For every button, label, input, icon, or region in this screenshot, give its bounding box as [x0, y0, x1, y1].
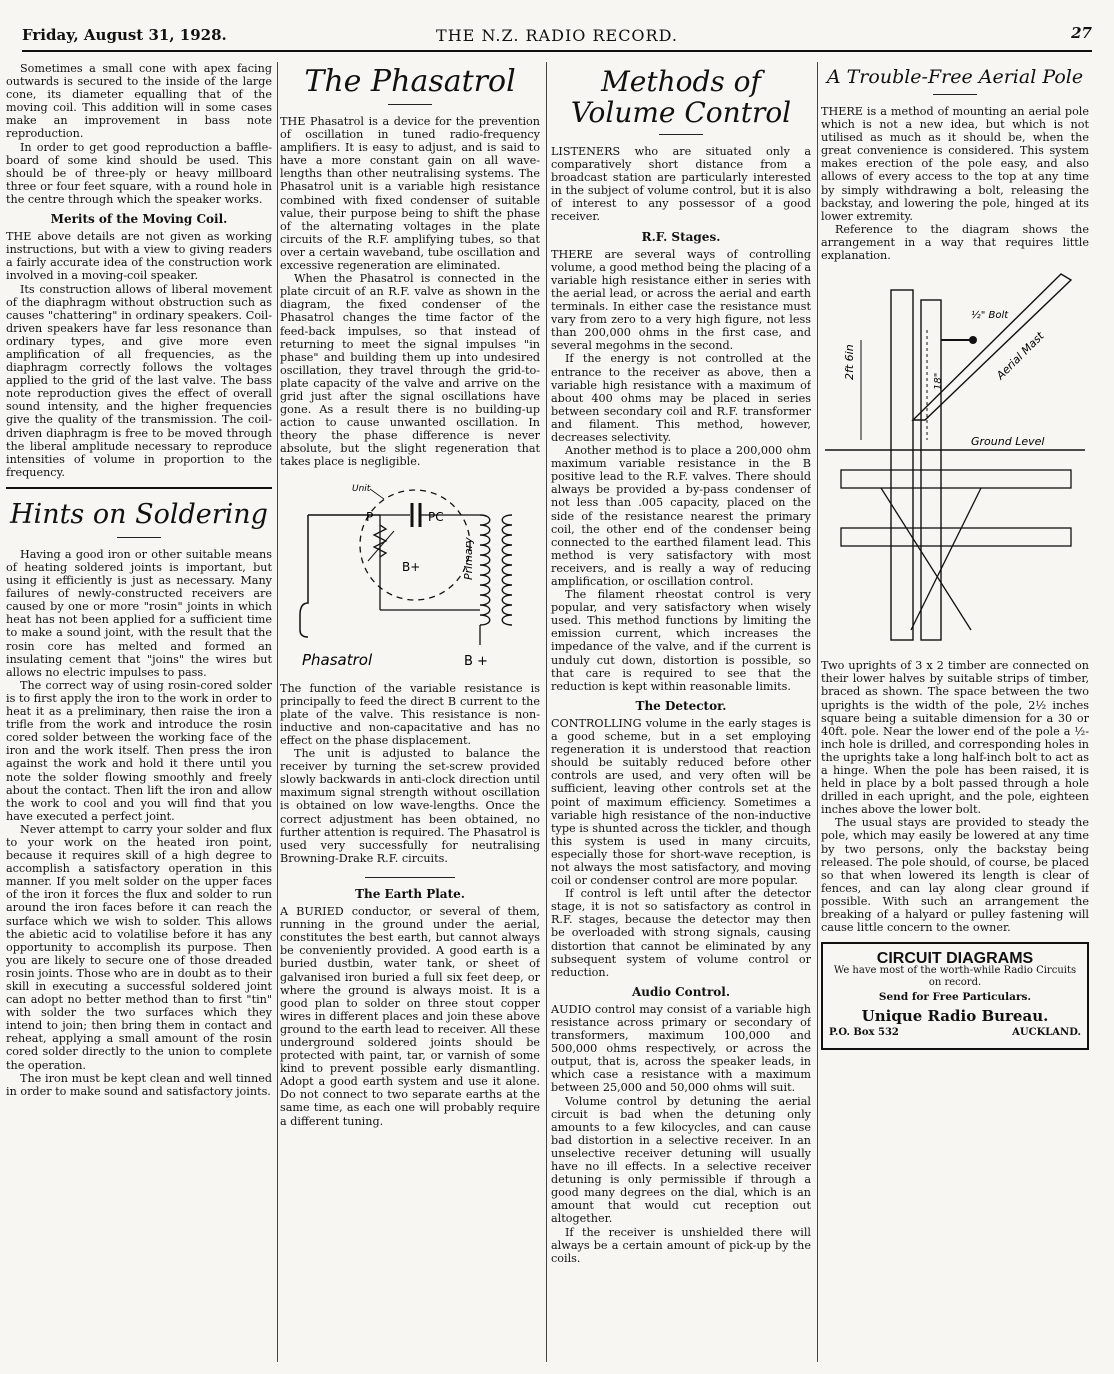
page-header — [22, 26, 1092, 48]
dimension-label: 18" — [933, 372, 944, 391]
circuit-wire — [300, 515, 308, 637]
ad-address — [829, 1026, 1081, 1039]
title-rule — [117, 537, 161, 538]
aerial-mast — [913, 274, 1071, 420]
dimension-label: 2ft 6in — [843, 344, 856, 381]
phasatrol-unit-outline — [360, 490, 470, 600]
publication-title: THE N.Z. RADIO RECORD. — [436, 26, 678, 45]
paragraph: AUDIO control may consist of a variable high resistance across primary or secondary of transformers, maximum 100,000 and 500,000 ohms respectively, or across the output, that is, across the speaker leads, in which case a resistance with a maximum between 25,000 and 50,000 ohms will suit. — [551, 1002, 811, 1095]
page-number: 27 — [1071, 24, 1092, 42]
paragraph: If the receiver is unshielded there will always be a certain amount of pick-up by the coils. — [551, 1225, 811, 1265]
paragraph: The usual stays are provided to steady the pole, which may easily be lowered at any time by two persons, only the backstay being released. The pole should, of course, be placed so that when lowered its length is clear of fences, and can lay along clear ground if possible. With such an arrangement the breaking of a halyard or pulley fastening will cause little concern to the owner. — [821, 816, 1089, 935]
section-rule — [365, 877, 455, 878]
section-rule — [6, 487, 272, 489]
paragraph: The function of the variable resistance is principally to feed the direct B current to the plate of the valve. This resistance is non-inductive and non-capacitative and has no effect on the phase displacement. — [280, 681, 540, 747]
ad-text: We have most of the worth-while Radio Circuits on record. — [833, 965, 1077, 989]
article-title: A Trouble-Free Aerial Pole — [826, 66, 1084, 88]
ad-pobox: P.O. Box 532 — [829, 1027, 899, 1039]
diagonal-brace — [881, 488, 971, 630]
paragraph: Volume control by detuning the aerial circuit is bad when the detuning only amounts to a few kilocycles, and can cause bad distortion in a selective receiver. In an unselective receiver detuning will usually have no ill effects. In a selective receiver detuning is only permissible if through a good many degrees on the dial, which is an amount that would cut reception out altogether. — [551, 1094, 811, 1226]
ad-company: Unique Radio Bureau. — [861, 1007, 1049, 1026]
column-4 — [821, 62, 1089, 1370]
paragraph: THE Phasatrol is a device for the prevention of oscillation in tuned radio-frequency amplifiers. It is easy to adjust, and is said to have a more constant gain on all wave-lengths than other neutralising systems. The Phasatrol unit is a variable high resistance combined with fixed condenser of suitable value, their purpose being to shift the phase of the alternating voltages in the plate circuits of the R.F. amplifying tubes, so that over a certain waveband, tube oscillation and excessive regeneration are eliminated. — [280, 115, 540, 273]
paragraph: THE above details are not given as working instructions, but with a view to giving readers a fairly accurate idea of the construction work involved in a moving-coil speaker. — [6, 230, 272, 283]
mast-label: Aerial Mast — [993, 329, 1047, 383]
secondary-coil — [502, 515, 512, 625]
column-2 — [280, 62, 540, 1370]
paragraph: Having a good iron or other suitable means of heating soldered joints is important, but using it efficiently is just as necessary. Many failures of newly-constructed receivers are caused by one or more "rosin" joints in which heat has not been applied for a sufficient time to make a sound joint, with the result that the rosin core has melted and formed an insulating cement that "joins" the wires but allows no electric impulses to pass. — [6, 547, 272, 679]
paragraph: In order to get good reproduction a baffle-board of some kind should be used. This should be of three-ply or heavy millboard three or four feet square, with a round hole in the centre through which the speaker works. — [6, 140, 272, 206]
bolt-head — [969, 336, 977, 344]
subheading: Merits of the Moving Coil. — [50, 212, 228, 227]
column-1 — [6, 62, 272, 1370]
column-divider — [817, 62, 818, 1362]
column-3 — [551, 62, 811, 1370]
bplus-label: B+ — [402, 559, 421, 574]
paragraph: Its construction allows of liberal movement of the diaphragm without obstruction such as causes "chattering" in ordinary speakers. Coil-driven speakers have far less resonance than ordinary types, and give more even amplification of all frequencies, as the diaphragm correctly follows the voltages applied to the grid of the last valve. The bass note reproduction gives the effect of overall sound intensity, and the higher frequencies give the quality of the transmission. The coil-driven diaphragm is free to be moved through the liberal amplitude necessary to reproduce intensities of volume in proportion to the frequency. — [6, 282, 272, 479]
paragraph: The filament rheostat control is very popular, and very satisfactory when wisely used. This method functions by limiting the emission current, which increases the impedance of the valve, and if the current is unduly cut down, distortion is possible, so that care is required to see that the reduction is kept within reasonable limits. — [551, 588, 811, 693]
paragraph: Two uprights of 3 x 2 timber are connected on their lower halves by suitable strips of timber, braced as shown. The space between the two uprights is the width of the pole, 2½ inches square being a suitable dimension for a 30 or 40ft. pole. Near the lower end of the pole a ½-inch hole is drilled, and corresponding holes in the uprights take a long half-inch bolt to act as a hinge. When the pole has been raised, it is held in place by a bolt passed through a hole drilled in each upright, and the pole, eighteen inches above the lower bolt. — [821, 659, 1089, 817]
article-title: Hints on Soldering — [10, 498, 268, 530]
paragraph: The correct way of using rosin-cored solder is to first apply the iron to the work in order to heat it as a preliminary, then raise the iron a trifle from the work and introduce the rosin cored solder between the working face of the iron and the work itself. Then press the iron against the work and hold it there until you note the solder flowing smoothly and freely about the contact. Then lift the iron and allow the work to cool and you will find that you have executed a perfect joint. — [6, 678, 272, 823]
paragraph: If control is left until after the detector stage, it is not so satisfactory as control in R.F. stages, because the detector may then be overloaded with strong signals, causing distortion that cannot be eliminated by any subsequent system of volume control or reduction. — [551, 887, 811, 979]
upright-left — [891, 290, 913, 640]
article-title: Methods of Volume Control — [570, 65, 792, 129]
title-rule — [659, 134, 703, 135]
aerial-pole-diagram — [821, 270, 1089, 650]
subheading: Audio Control. — [631, 984, 731, 999]
paragraph: CONTROLLING volume in the early stages is a good scheme, but in a set employing regeneration it is understood that reaction should be suitably reduced before other controls are used, and very often will be sufficient, leaving other controls set at the point of maximum efficiency. Sometimes a variable high resistance of the non-inductive type is shunted across the tickler, and though this system is used in many circuits, especially those for short-wave reception, is not always the most satisfactory, and moving coil or condenser control are more popular. — [551, 716, 811, 888]
title-rule — [388, 104, 432, 105]
diagram-caption: Phasatrol — [302, 650, 373, 669]
phasatrol-circuit-diagram — [280, 475, 540, 675]
paragraph: THERE are several ways of controlling volume, a good method being the placing of a variable high resistance either in series with the aerial lead, or across the aerial and earth terminals. In either case the resistance must vary from zero to a very high figure, not less than 200,000 ohms in the first case, and several megohms in the second. — [551, 247, 811, 353]
paragraph: The unit is adjusted to balance the receiver by turning the set-screw provided slowly backwards in anti-clock direction until maximum signal strength without oscillation is obtained on low wave-lengths. Once the correct adjustment has been obtained, no further attention is required. The Phasatrol is used very successfully for neutralising Browning-Drake R.F. circuits. — [280, 747, 540, 865]
primary-label: Primary — [462, 536, 475, 580]
article-title: The Phasatrol — [304, 64, 516, 99]
paragraph: When the Phasatrol is connected in the plate circuit of an R.F. valve as shown in the diagram, the fixed condenser of the Phasatrol changes the time factor of the feed-back impulses, so that instead of returning to meet the signal impulses "in phase" and building them up into undesired oscillation, they travel through the grid-to-plate capacity of the valve and arrive on the grid just after the signal oscillations have gone. As a result there is no building-up action to cause unwanted oscillation. In theory the phase difference is never absolute, but the slight regeneration that takes place is negligible. — [280, 272, 540, 469]
unit-leader-line — [370, 489, 384, 499]
bolt-label: ½" Bolt — [971, 310, 1009, 322]
subheading: The Earth Plate. — [355, 886, 465, 901]
ad-title: CIRCUIT DIAGRAMS — [876, 950, 1034, 968]
paragraph: A BURIED conductor, or several of them, running in the ground under the aerial, constitutes the best earth, but cannot always be conveniently provided. A good earth is a buried dustbin, water tank, or sheet of galvanised iron buried a full six feet deep, or where the ground is always moist. It is a good plan to solder on three stout copper wires in different places and join these above ground to the earth lead to receiver. All these underground soldered joints should be protected with paint, tar, or varnish of some kind to prevent possible early dismantling. Adopt a good earth system and use it alone. Do not connect to two separate earths at the same time, as each one will probably require a different tuning. — [280, 905, 540, 1128]
paragraph: THERE is a method of mounting an aerial pole which is not a new idea, but which is not utilised as much as it should be, when the great convenience is considered. This system makes erection of the pole easy, and also allows of every access to the top at any time by simply withdrawing a bolt, releasing the backstay, and lowering the pole, hinged at its lower extremity. — [821, 105, 1089, 223]
paragraph: Reference to the diagram shows the arrangement in a way that requires little explanation. — [821, 222, 1089, 263]
bplus-terminal-label: B + — [464, 653, 488, 669]
ground-label: Ground Level — [971, 435, 1045, 449]
paragraph: The iron must be kept clean and well tinned in order to make sound and satisfactory joints. — [6, 1071, 272, 1098]
ad-text: Send for Free Particulars. — [878, 991, 1032, 1004]
paragraph: If the energy is not controlled at the entrance to the receiver as above, then a variable high resistance with a maximum of about 400 ohms may be placed in series between secondary coil and R.F. transformer and filament. This method, however, decreases selectivity. — [551, 352, 811, 444]
paragraph: LISTENERS who are situated only a comparatively short distance from a broadcast station are particularly interested in the subject of volume control, but it is also of interest to any possessor of a good receiver. — [551, 145, 811, 224]
paragraph: Never attempt to carry your solder and flux to your work on the heated iron point, because it requires skill of a high degree to accomplish a satisfactory operation in this manner. If you melt solder on the upper faces of the iron it forces the flux and solder to run around the iron faces before it can reach the surface which we wish to solder. This allows the abietic acid to volatilise before it has any opportunity to accomplish its purpose. Then you are likely to secure one of those dreaded rosin joints. Those who are in doubt as to their skill in executing a successful soldered joint can adopt no better method than to first "tin" with solder the two surfaces which they intend to join; then bring them in contact and reheat, applying a small amount of the rosin cored solder directly to the union to complete the operation. — [6, 822, 272, 1072]
header-rule — [22, 50, 1092, 52]
paragraph: Another method is to place a 200,000 ohm maximum variable resistance in the B positive lead to the R.F. valves. There should always be provided a by-pass condenser of not less than .005 capacity, placed on the side of the resistance nearest the primary coil, the other end of the condenser being connected to the earthed filament lead. This method is very satisfactory with most receivers, and is really a way of reducing amplification, or oscillation control. — [551, 444, 811, 588]
condenser-label: PC — [428, 509, 444, 524]
advertisement — [821, 942, 1089, 1049]
ad-city: AUCKLAND. — [1012, 1027, 1081, 1039]
paragraph: Sometimes a small cone with apex facing outwards is secured to the inside of the large cone, its diameter equalling that of the moving coil. This addition will in some cases make an improvement in bass note reproduction. — [6, 62, 272, 141]
title-rule — [933, 94, 977, 95]
column-divider — [277, 62, 278, 1362]
unit-label: Unit — [352, 483, 371, 494]
subheading: R.F. Stages. — [641, 229, 721, 244]
primary-coil — [480, 515, 490, 625]
plate-label: P — [366, 509, 374, 524]
column-divider — [546, 62, 547, 1362]
cross-brace — [841, 470, 1071, 488]
subheading: The Detector. — [635, 698, 727, 713]
issue-date: Friday, August 31, 1928. — [22, 26, 227, 44]
cross-brace — [841, 528, 1071, 546]
